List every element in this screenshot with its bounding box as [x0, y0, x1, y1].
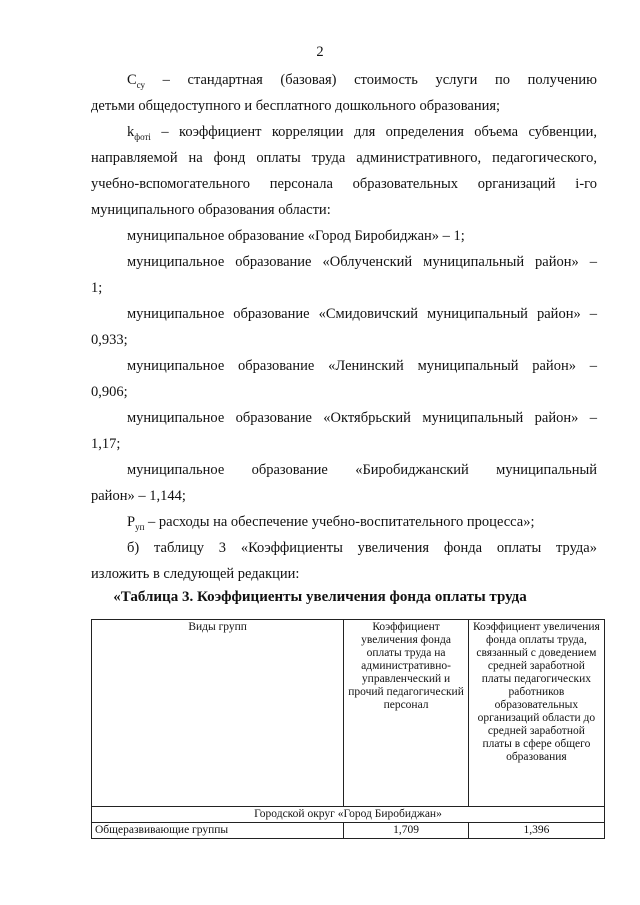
kfot-line-4: муниципального образования области:	[91, 202, 331, 218]
municipality-1: муниципальное образование «Город Биробиджан» – 1;	[127, 228, 465, 244]
municipality-3-line-1: муниципальное образование «Смидовичский муниципальный район» –	[127, 306, 597, 322]
csu-symbol: С	[127, 72, 137, 88]
coefficients-table	[91, 619, 605, 839]
municipality-4-line-1: муниципальное образование «Ленинский муниципальный район» –	[127, 358, 597, 374]
municipality-6-line-2: район» – 1,144;	[91, 488, 186, 504]
section-label: Городской округ «Город Биробиджан»	[92, 807, 605, 823]
header-coef-admin: Коэффициент увеличения фонда оплаты труда на административно-управленческий и прочий педагогический персонал	[344, 620, 469, 807]
pup-text: – расходы на обеспечение учебно-воспитательного процесса»;	[144, 514, 535, 530]
item-b-line-1: б) таблицу 3 «Коэффициенты увеличения фонда оплаты труда»	[127, 540, 597, 556]
pup-line	[127, 513, 535, 536]
municipality-6-line-1: муниципальное образование «Биробиджанский муниципальный	[127, 462, 597, 478]
csu-line-1	[127, 71, 597, 94]
municipality-5-line-2: 1,17;	[91, 436, 121, 452]
item-b-line-2: изложить в следующей редакции:	[91, 566, 300, 582]
table-row	[92, 823, 605, 839]
table-title: «Таблица 3. Коэффициенты увеличения фонда оплаты труда	[113, 589, 527, 605]
table-section-row	[92, 807, 605, 823]
kfot-text-1: – коэффициент корреляции для определения объема субвенции,	[150, 124, 597, 140]
csu-line-2: детьми общедоступного и бесплатного дошкольного образования;	[91, 98, 501, 114]
table-header-row	[92, 620, 605, 807]
header-group-types: Виды групп	[92, 620, 344, 807]
header-coef-pedagogical: Коэффициент увеличения фонда оплаты труда, связанный с доведением средней заработной платы педагогических работников образовательных организаций области до средней заработной платы в сфере общего образования	[468, 620, 604, 807]
kfot-line-1	[127, 123, 597, 146]
pup-subscript: уп	[135, 521, 145, 532]
municipality-2-line-2: 1;	[91, 280, 103, 296]
municipality-2-line-1: муниципальное образование «Облученский муниципальный район» –	[127, 254, 597, 270]
csu-subscript: су	[136, 79, 146, 90]
municipality-5-line-1: муниципальное образование «Октябрьский муниципальный район» –	[127, 410, 597, 426]
kfot-line-3: учебно-вспомогательного персонала образовательных организаций i-го	[91, 176, 597, 192]
row-k2: 1,396	[468, 823, 604, 839]
pup-symbol: Р	[127, 514, 136, 530]
row-group: Общеразвивающие группы	[92, 823, 344, 839]
csu-text-1: – стандартная (базовая) стоимость услуги по получению	[145, 72, 597, 88]
municipality-3-line-2: 0,933;	[91, 332, 128, 348]
row-k1: 1,709	[344, 823, 469, 839]
kfot-symbol: k	[127, 124, 135, 140]
page-number: 2	[316, 44, 324, 60]
municipality-4-line-2: 0,906;	[91, 384, 128, 400]
kfot-line-2: направляемой на фонд оплаты труда административного, педагогического,	[91, 150, 597, 166]
kfot-subscript: фотi	[134, 131, 151, 142]
